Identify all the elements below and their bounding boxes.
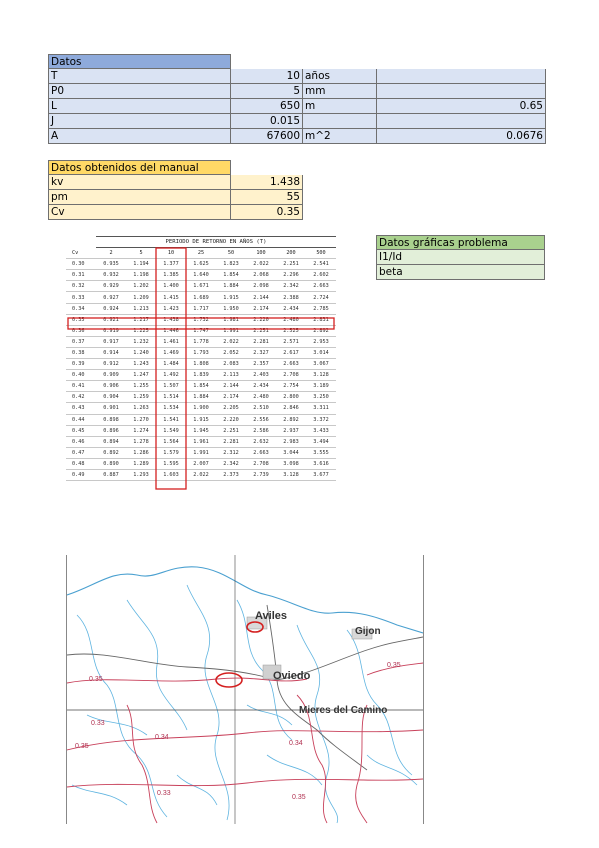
kv-value: 2.174 [216, 392, 246, 403]
highlight-overlay [66, 236, 336, 490]
isolines [67, 663, 423, 823]
datos-extra-a[interactable]: 0.0676 [377, 129, 546, 144]
kv-value: 1.232 [126, 336, 156, 347]
cv-value: 0.43 [66, 403, 96, 414]
datos-value-a[interactable]: 67600 [231, 129, 303, 144]
kv-value: 0.921 [96, 314, 126, 325]
kv-value: 2.892 [276, 414, 306, 425]
kv-value: 1.289 [126, 458, 156, 469]
cv-value: 0.34 [66, 303, 96, 314]
kv-value: 1.854 [186, 381, 216, 392]
datos-extra-j[interactable] [377, 114, 546, 129]
cv-value: 0.45 [66, 425, 96, 436]
kv-value: 1.514 [156, 392, 186, 403]
kv-value: 2.022 [246, 259, 276, 270]
manual-value-pm[interactable]: 55 [231, 190, 303, 205]
kv-value: 0.909 [96, 370, 126, 381]
kv-value: 2.708 [246, 458, 276, 469]
return-period-column-header: 5 [126, 248, 156, 259]
return-period-column-header: 25 [186, 248, 216, 259]
kv-value: 1.243 [126, 359, 156, 370]
kv-value: 0.894 [96, 436, 126, 447]
kv-value: 2.983 [276, 436, 306, 447]
return-period-column-header: 50 [216, 248, 246, 259]
kv-value: 1.293 [126, 469, 156, 480]
return-period-column-header: Cv [66, 248, 96, 259]
cv-value: 0.32 [66, 281, 96, 292]
kv-value: 2.022 [186, 469, 216, 480]
kv-value: 0.914 [96, 347, 126, 358]
kv-value: 1.900 [186, 403, 216, 414]
kv-value: 2.785 [306, 303, 336, 314]
kv-value: 2.281 [216, 436, 246, 447]
datos-extra-t[interactable] [377, 69, 546, 84]
kv-value: 2.327 [246, 347, 276, 358]
datos-unit-j[interactable] [303, 114, 377, 129]
kv-value: 1.225 [126, 325, 156, 336]
kv-value: 1.274 [126, 425, 156, 436]
kv-value: 2.251 [246, 325, 276, 336]
isoline-label: 0.33 [91, 720, 105, 727]
kv-value: 2.831 [306, 314, 336, 325]
kv-value: 1.286 [126, 447, 156, 458]
kv-value: 2.220 [216, 414, 246, 425]
highlight-column-box [156, 248, 186, 489]
river-network [72, 585, 417, 823]
kv-value: 2.571 [276, 336, 306, 347]
cv-value: 0.39 [66, 359, 96, 370]
kv-value: 1.217 [126, 314, 156, 325]
cv-value: 0.31 [66, 270, 96, 281]
kv-value: 2.937 [276, 425, 306, 436]
cv-value: 0.40 [66, 370, 96, 381]
kv-value: 2.068 [246, 270, 276, 281]
kv-value: 1.438 [156, 314, 186, 325]
kv-value: 1.198 [126, 270, 156, 281]
datos-label-j[interactable]: J [48, 114, 231, 129]
kv-value: 1.579 [156, 447, 186, 458]
kv-value: 1.564 [156, 436, 186, 447]
kv-value: 1.446 [156, 325, 186, 336]
datos-header[interactable]: Datos [48, 54, 231, 69]
kv-value: 1.194 [126, 259, 156, 270]
kv-value: 1.689 [186, 292, 216, 303]
kv-value: 1.671 [186, 281, 216, 292]
kv-value: 2.281 [246, 336, 276, 347]
kv-value: 2.480 [276, 314, 306, 325]
return-period-column-header: 2 [96, 248, 126, 259]
kv-value: 1.278 [126, 436, 156, 447]
datos-unit-p0[interactable]: mm [303, 84, 377, 99]
kv-value: 3.067 [306, 359, 336, 370]
graficas-header[interactable]: Datos gráficas problema [376, 235, 545, 250]
datos-unit-t[interactable]: años [303, 69, 377, 84]
isoline-label: 0.35 [292, 794, 306, 801]
kv-value: 2.205 [216, 403, 246, 414]
kv-value: 3.098 [276, 458, 306, 469]
cv-value: 0.36 [66, 325, 96, 336]
kv-value: 1.469 [156, 347, 186, 358]
kv-value: 0.890 [96, 458, 126, 469]
kv-value: 1.259 [126, 392, 156, 403]
kv-value: 2.220 [246, 314, 276, 325]
datos-unit-a[interactable]: m^2 [303, 129, 377, 144]
kv-value: 2.342 [276, 281, 306, 292]
kv-value: 1.270 [126, 414, 156, 425]
return-period-column-header: 10 [156, 248, 186, 259]
kv-value: 0.927 [96, 292, 126, 303]
isoline-map-image [66, 555, 424, 824]
kv-value: 0.917 [96, 336, 126, 347]
datos-label-a[interactable]: A [48, 129, 231, 144]
kv-value: 1.915 [216, 292, 246, 303]
kv-value: 1.240 [126, 347, 156, 358]
kv-value: 2.586 [246, 425, 276, 436]
kv-value: 1.461 [156, 336, 186, 347]
kv-value: 2.953 [306, 336, 336, 347]
datos-value-l[interactable]: 650 [231, 99, 303, 114]
kv-value: 3.014 [306, 347, 336, 358]
datos-unit-l[interactable]: m [303, 99, 377, 114]
kv-value: 1.991 [186, 447, 216, 458]
kv-value: 1.884 [186, 392, 216, 403]
kv-value: 0.892 [96, 447, 126, 458]
kv-value: 1.263 [126, 403, 156, 414]
kv-value: 0.901 [96, 403, 126, 414]
cv-value: 0.46 [66, 436, 96, 447]
kv-value: 2.892 [306, 325, 336, 336]
datos-value-t[interactable]: 10 [231, 69, 303, 84]
kv-value: 3.250 [306, 392, 336, 403]
kv-value: 2.510 [246, 403, 276, 414]
kv-value: 0.932 [96, 270, 126, 281]
kv-value: 1.823 [216, 259, 246, 270]
kv-value: 0.906 [96, 381, 126, 392]
kv-value: 0.912 [96, 359, 126, 370]
return-period-column-header: 500 [306, 248, 336, 259]
kv-value: 2.083 [216, 359, 246, 370]
kv-value: 1.778 [186, 336, 216, 347]
kv-value: 1.625 [186, 259, 216, 270]
kv-value: 3.616 [306, 458, 336, 469]
kv-value: 2.663 [246, 447, 276, 458]
kv-value: 1.534 [156, 403, 186, 414]
kv-value: 0.919 [96, 325, 126, 336]
manual-label-cv[interactable]: Cv [48, 205, 231, 220]
manual-label-kv[interactable]: kv [48, 175, 231, 190]
cv-value: 0.42 [66, 392, 96, 403]
kv-value: 2.434 [276, 303, 306, 314]
kv-value: 1.747 [186, 325, 216, 336]
cv-value: 0.38 [66, 347, 96, 358]
kv-value: 3.372 [306, 414, 336, 425]
kv-value: 0.898 [96, 414, 126, 425]
datos-extra-l[interactable]: 0.65 [377, 99, 546, 114]
kv-value: 2.556 [246, 414, 276, 425]
manual-value-kv[interactable]: 1.438 [231, 175, 303, 190]
cv-value: 0.44 [66, 414, 96, 425]
return-period-title: PERIODO DE RETORNO EN AÑOS (T) [96, 237, 336, 248]
kv-value: 2.098 [246, 281, 276, 292]
kv-value: 2.617 [276, 347, 306, 358]
manual-value-cv[interactable]: 0.35 [231, 205, 303, 220]
kv-value: 2.602 [306, 270, 336, 281]
kv-value: 2.663 [306, 281, 336, 292]
kv-value: 1.839 [186, 370, 216, 381]
kv-value: 2.632 [246, 436, 276, 447]
kv-value: 3.044 [276, 447, 306, 458]
isoline-label: 0.35 [75, 743, 89, 750]
kv-value: 1.400 [156, 281, 186, 292]
kv-value: 2.708 [276, 370, 306, 381]
kv-value: 0.896 [96, 425, 126, 436]
kv-value: 2.357 [246, 359, 276, 370]
kv-value: 1.247 [126, 370, 156, 381]
cv-value: 0.37 [66, 336, 96, 347]
kv-value: 2.296 [276, 270, 306, 281]
kv-value: 1.991 [216, 325, 246, 336]
kv-value: 2.342 [216, 458, 246, 469]
kv-value: 1.915 [186, 414, 216, 425]
kv-value: 1.507 [156, 381, 186, 392]
datos-label-p0[interactable]: P0 [48, 84, 231, 99]
kv-value: 1.793 [186, 347, 216, 358]
kv-value: 1.377 [156, 259, 186, 270]
kv-value: 1.423 [156, 303, 186, 314]
datos-label-t[interactable]: T [48, 69, 231, 84]
datos-value-p0[interactable]: 5 [231, 84, 303, 99]
kv-value: 2.007 [186, 458, 216, 469]
kv-value: 3.128 [276, 469, 306, 480]
kv-value: 1.595 [156, 458, 186, 469]
kv-value: 2.754 [276, 381, 306, 392]
isoline-label: 0.34 [155, 734, 169, 741]
kv-value: 1.549 [156, 425, 186, 436]
kv-value: 1.732 [186, 314, 216, 325]
kv-value: 1.202 [126, 281, 156, 292]
kv-value: 3.433 [306, 425, 336, 436]
return-period-table-image [66, 236, 336, 490]
kv-value: 2.480 [246, 392, 276, 403]
cv-value: 0.47 [66, 447, 96, 458]
kv-value: 1.603 [156, 469, 186, 480]
kv-value: 2.174 [246, 303, 276, 314]
kv-value: 2.022 [216, 336, 246, 347]
kv-value: 0.924 [96, 303, 126, 314]
kv-value: 1.950 [216, 303, 246, 314]
kv-value: 1.492 [156, 370, 186, 381]
kv-value: 2.434 [246, 381, 276, 392]
kv-value: 2.052 [216, 347, 246, 358]
kv-value: 1.415 [156, 292, 186, 303]
kv-value: 1.255 [126, 381, 156, 392]
kv-value: 2.663 [276, 359, 306, 370]
kv-value: 3.677 [306, 469, 336, 480]
isoline-label: 0.34 [289, 740, 303, 747]
kv-value: 2.541 [306, 259, 336, 270]
cv-value: 0.49 [66, 469, 96, 480]
kv-value: 1.541 [156, 414, 186, 425]
kv-value: 2.373 [216, 469, 246, 480]
highlight-ellipse-oviedo-west [216, 673, 242, 687]
return-period-column-header: 200 [276, 248, 306, 259]
kv-value: 2.144 [216, 381, 246, 392]
kv-value: 2.251 [216, 425, 246, 436]
cv-value: 0.35 [66, 314, 96, 325]
kv-value: 2.739 [246, 469, 276, 480]
cv-value: 0.30 [66, 259, 96, 270]
kv-value: 1.981 [216, 314, 246, 325]
kv-value: 1.385 [156, 270, 186, 281]
kv-value: 1.717 [186, 303, 216, 314]
town-mieres: Mieres del Camino [299, 705, 388, 716]
kv-value: 0.904 [96, 392, 126, 403]
kv-value: 2.724 [306, 292, 336, 303]
isoline-label: 0.35 [387, 662, 401, 669]
kv-value: 1.484 [156, 359, 186, 370]
kv-value: 2.846 [276, 403, 306, 414]
isoline-label: 0.35 [89, 676, 103, 683]
kv-value: 0.935 [96, 259, 126, 270]
kv-value: 1.209 [126, 292, 156, 303]
town-aviles: Aviles [255, 610, 288, 622]
kv-value: 0.887 [96, 469, 126, 480]
town-gijon: Gijon [355, 626, 381, 637]
kv-value: 2.113 [216, 370, 246, 381]
cv-value: 0.41 [66, 381, 96, 392]
manual-header[interactable]: Datos obtenidos del manual [48, 160, 231, 175]
map-svg [67, 555, 423, 824]
manual-label-pm[interactable]: pm [48, 190, 231, 205]
kv-value: 2.312 [216, 447, 246, 458]
kv-value: 3.189 [306, 381, 336, 392]
kv-value: 1.808 [186, 359, 216, 370]
graficas-label-i1id[interactable]: I1/Id [376, 250, 545, 265]
kv-value: 2.403 [246, 370, 276, 381]
kv-value: 0.929 [96, 281, 126, 292]
kv-value: 2.251 [276, 259, 306, 270]
datos-value-j[interactable]: 0.015 [231, 114, 303, 129]
kv-value: 3.311 [306, 403, 336, 414]
highlight-row-box [68, 318, 334, 329]
cv-value: 0.33 [66, 292, 96, 303]
kv-value: 1.854 [216, 270, 246, 281]
kv-value: 1.945 [186, 425, 216, 436]
town-oviedo: Oviedo [273, 670, 311, 682]
kv-value: 1.213 [126, 303, 156, 314]
datos-label-l[interactable]: L [48, 99, 231, 114]
kv-value: 1.640 [186, 270, 216, 281]
kv-value: 1.884 [216, 281, 246, 292]
kv-value: 1.961 [186, 436, 216, 447]
datos-extra-p0[interactable] [377, 84, 546, 99]
kv-value: 2.388 [276, 292, 306, 303]
isoline-label: 0.33 [157, 790, 171, 797]
kv-value: 2.144 [246, 292, 276, 303]
kv-value: 2.525 [276, 325, 306, 336]
return-period-column-header: 100 [246, 248, 276, 259]
cv-value: 0.48 [66, 458, 96, 469]
graficas-label-beta[interactable]: beta [376, 265, 545, 280]
kv-value: 3.555 [306, 447, 336, 458]
kv-value: 3.128 [306, 370, 336, 381]
kv-value: 2.800 [276, 392, 306, 403]
kv-value: 3.494 [306, 436, 336, 447]
